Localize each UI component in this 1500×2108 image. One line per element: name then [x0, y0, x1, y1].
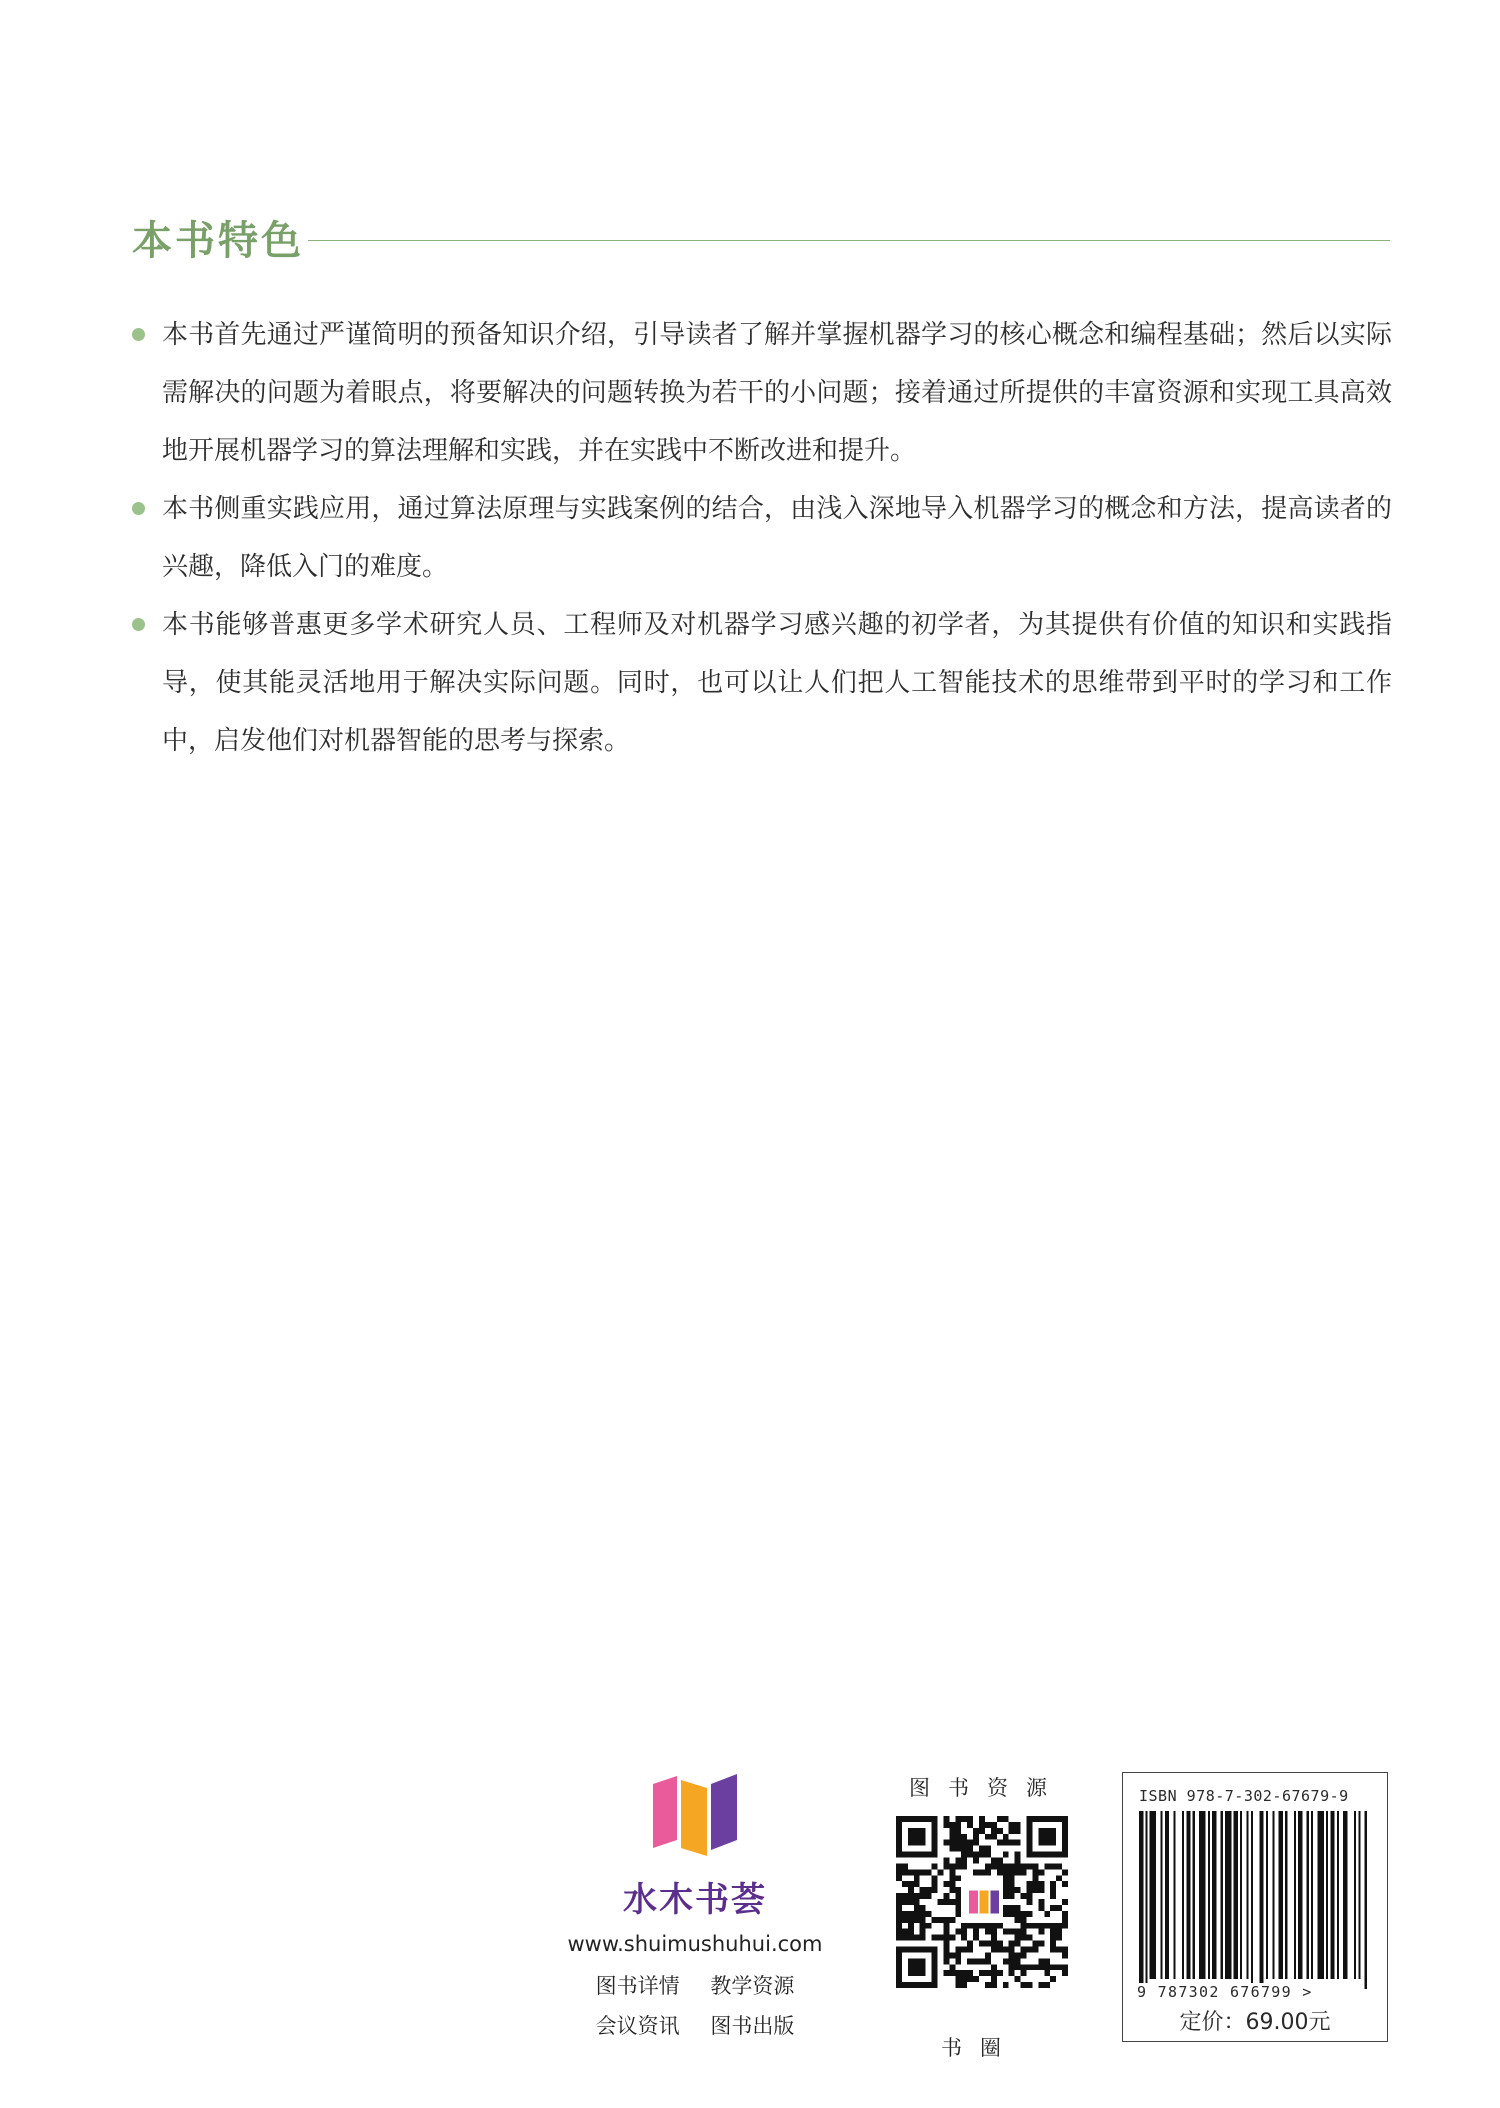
brand-links-row [560, 2010, 830, 2040]
brand-name: 水木书荟 [623, 1880, 767, 1920]
qr-block [890, 1772, 1070, 2060]
feature-item [132, 480, 1392, 596]
price-label: 定价：69.00元 [1179, 2010, 1331, 2035]
link-book-publishing[interactable]: 图书出版 [710, 2014, 795, 2038]
qr-code-icon[interactable] [896, 1816, 1068, 1988]
link-conference-news[interactable]: 会议资讯 [595, 2014, 680, 2038]
link-teaching-resources[interactable]: 教学资源 [710, 1974, 795, 1998]
brand-links-row [560, 1970, 830, 2000]
bullet-icon [132, 328, 145, 341]
feature-item [132, 596, 1392, 770]
feature-text: 本书能够普惠更多学术研究人员、工程师及对机器学习感兴趣的初学者，为其提供有价值的知识和实践指导，使其能灵活地用于解决实际问题。同时，也可以让人们把人工智能技术的思维带到平时的学习和工作中，启发他们对机器智能的思考与探索。 [162, 610, 1392, 756]
book-logo-icon [645, 1770, 745, 1862]
barcode-icon [1139, 1811, 1369, 1989]
link-book-details[interactable]: 图书详情 [595, 1974, 680, 1998]
isbn-number: ISBN 978-7-302-67679-9 [1139, 1787, 1349, 1805]
qr-caption: 书圈 [941, 2036, 1019, 2060]
bullet-icon [132, 502, 145, 515]
website-link[interactable]: www.shuimushuhui.com [567, 1932, 823, 1956]
feature-text: 本书首先通过严谨简明的预备知识介绍，引导读者了解并掌握机器学习的核心概念和编程基础；然后以实际需解决的问题为着眼点，将要解决的问题转换为若干的小问题；接着通过所提供的丰富资源和实现工具高效地开展机器学习的算法理解和实践，并在实践中不断改进和提升。 [162, 320, 1392, 466]
barcode-digits: 9 787302 676799 > [1137, 1983, 1313, 2001]
feature-text: 本书侧重实践应用，通过算法原理与实践案例的结合，由浅入深地导入机器学习的概念和方法，提高读者的兴趣，降低入门的难度。 [162, 494, 1392, 582]
isbn-barcode-box [1122, 1772, 1388, 2042]
bullet-icon [132, 618, 145, 631]
feature-item [132, 306, 1392, 480]
heading-divider [308, 240, 1390, 241]
qr-title: 图书资源 [909, 1776, 1065, 1800]
section-heading: 本书特色 [132, 218, 304, 264]
